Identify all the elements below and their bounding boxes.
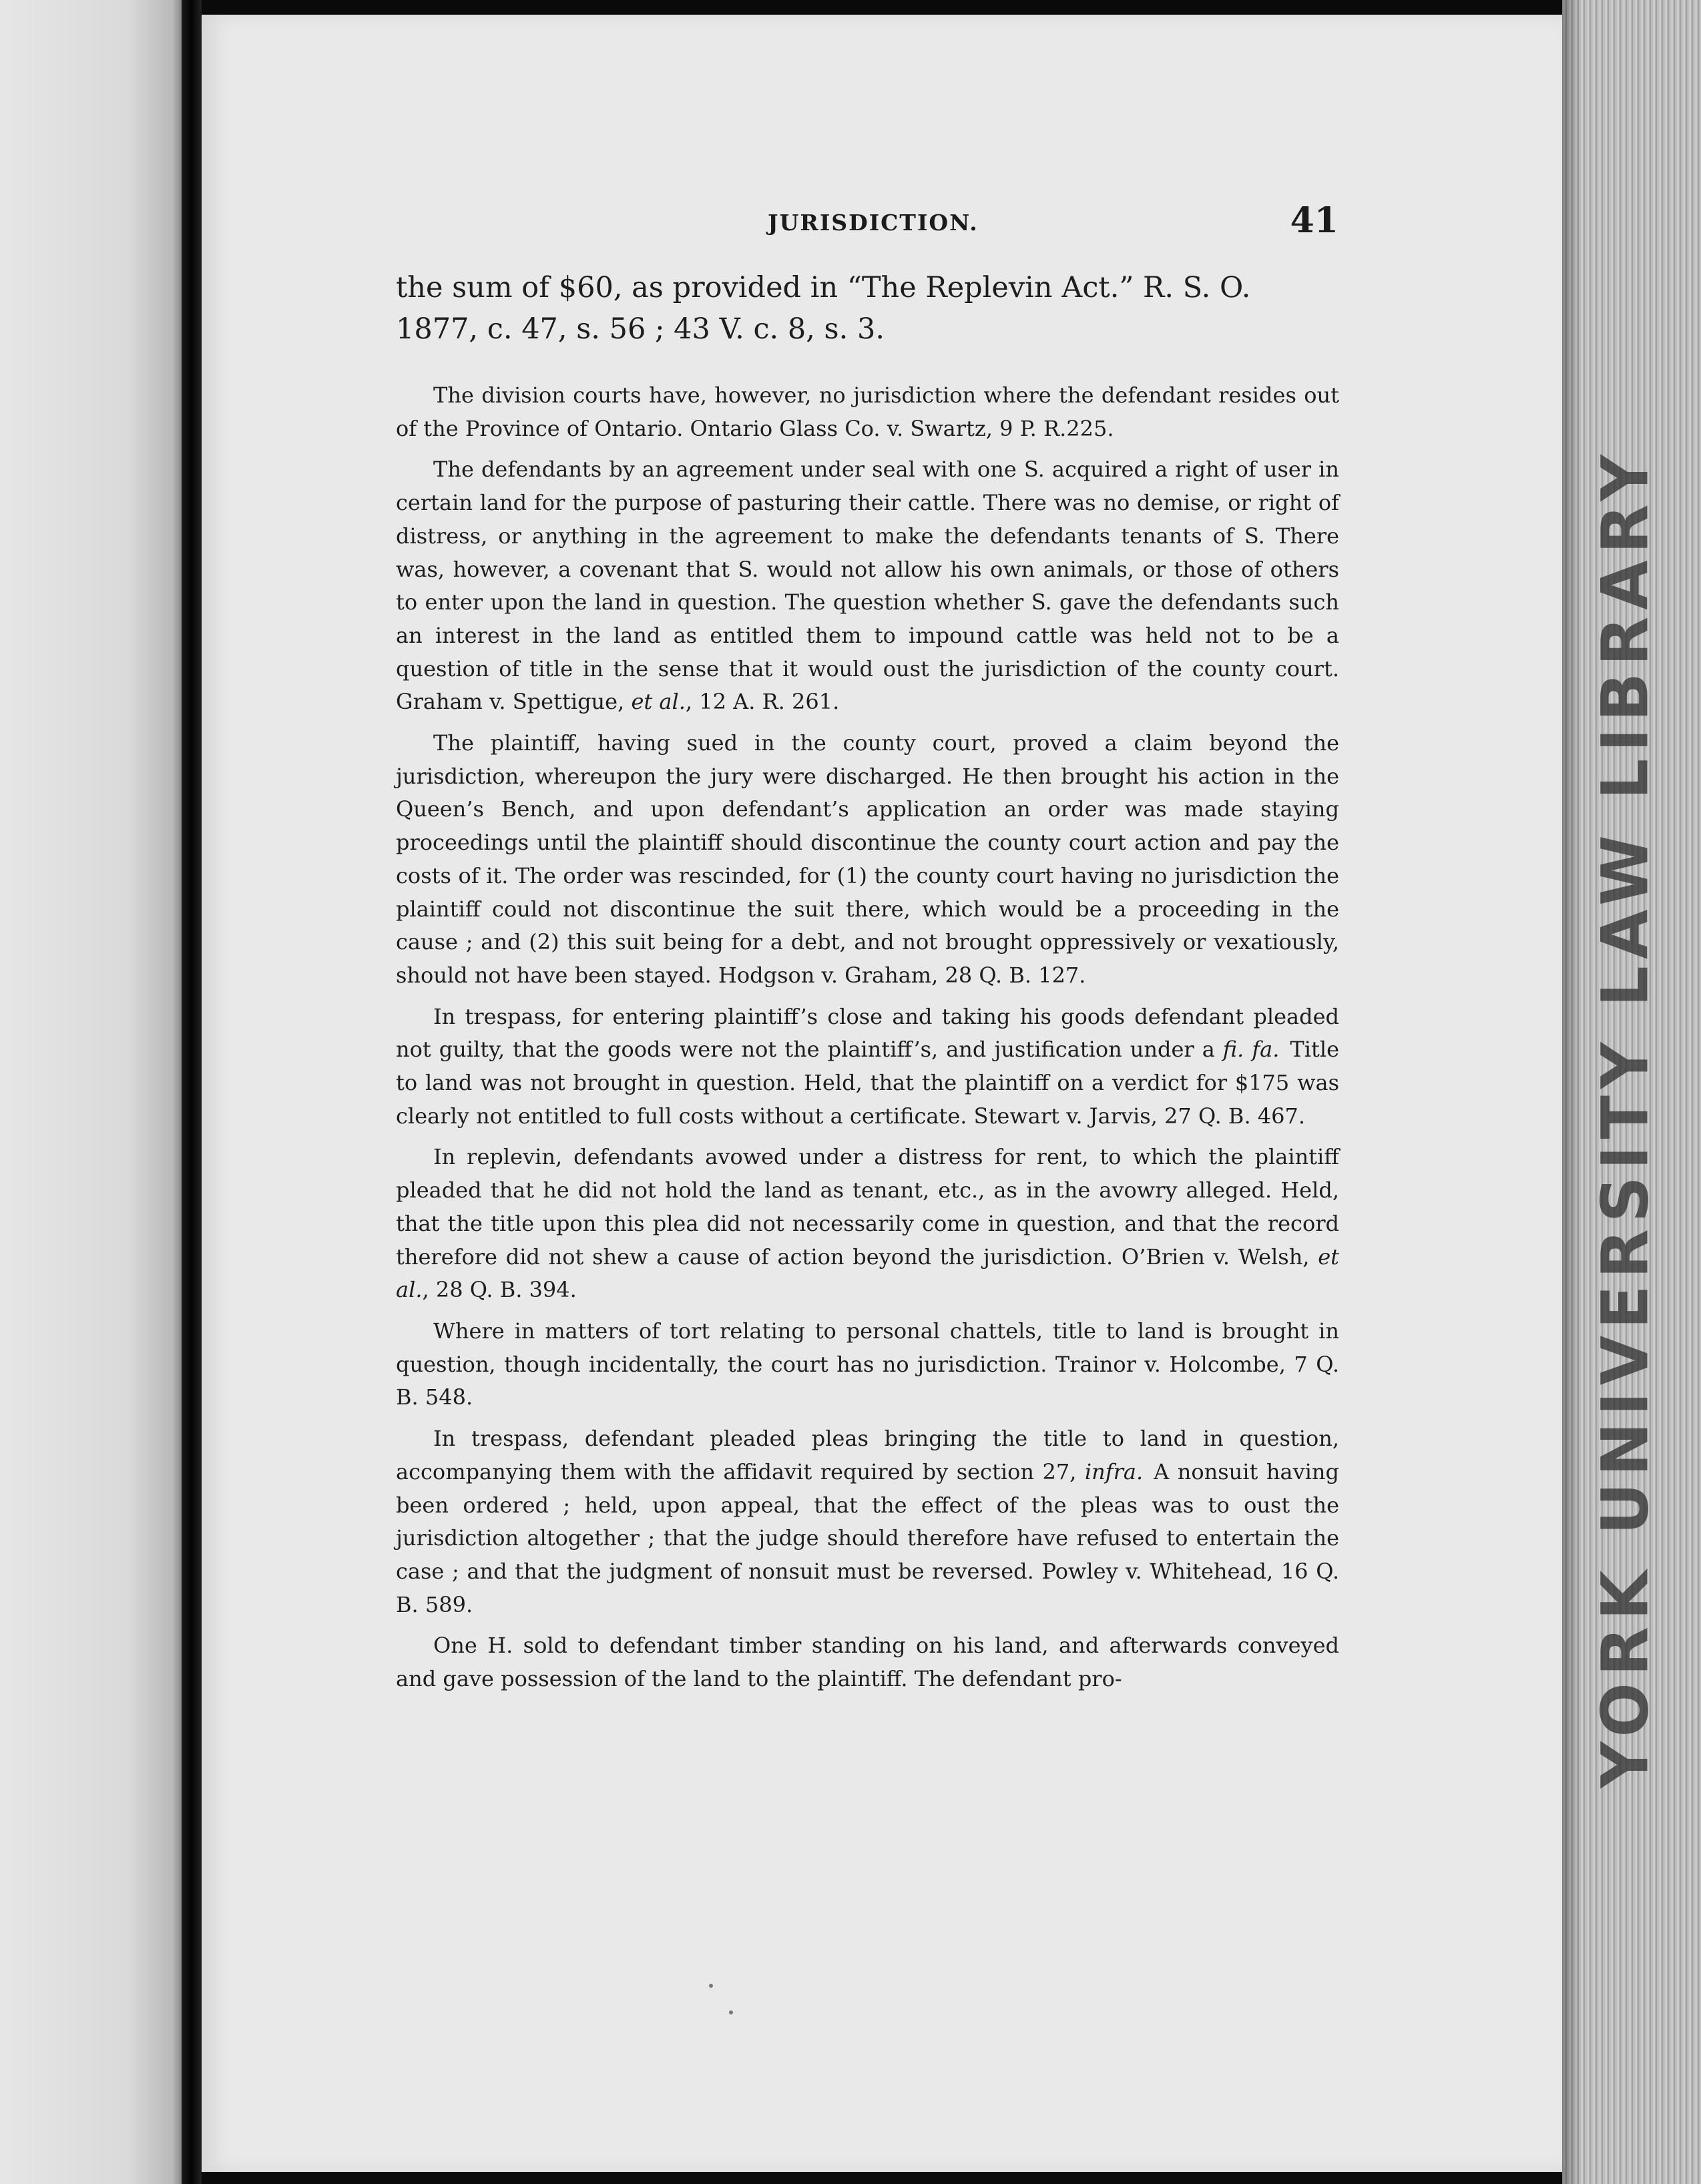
library-edge-stamp bbox=[1575, 167, 1676, 2069]
continued-line-2: 1877, c. 47, s. 56 ; 43 V. c. 8, s. 3. bbox=[396, 312, 885, 346]
running-head: JURISDICTION. bbox=[768, 210, 979, 236]
page-number: 41 bbox=[1290, 200, 1339, 241]
paragraph-timber-sale: One H. sold to defendant timber standing on his land, and afterwards conveyed and gave possession of the land to the plaintiff. The defendant pro- bbox=[396, 1633, 1339, 1692]
paragraph-powley-v-whitehead bbox=[396, 1422, 1339, 1621]
paragraph-text: , 28 Q. B. 394. bbox=[422, 1277, 577, 1303]
paragraph-stewart-v-jarvis bbox=[396, 1001, 1339, 1133]
paragraph-text: Title to land was not brought in question. Held, that the plaintiff on a verdict for $175 was clearly not entitled to full costs without a certificate. Stewart v. Jarvis, 27 Q. B. 467. bbox=[396, 1037, 1340, 1129]
paragraph-hodgson-v-graham: The plaintiff, having sued in the county court, proved a claim beyond the jurisdiction, whereupon the jury were discharged. He then brought his action in the Queen’s Bench, and upon defendant’s application an order was made staying proceedings until the plaintiff should discontinue the county court action and pay the costs of it. The order was rescinded, for (1) the county court having no jurisdiction the plaintiff could not discontinue the suit there, which would be a proceeding in the cause ; and (2) this suit being for a debt, and not brought oppressively or vexatiously, should not have been stayed. Hodgson v. Graham, 28 Q. B. 127. bbox=[396, 730, 1339, 988]
paragraph-text: A nonsuit having been ordered ; held, upon appeal, that the effect of the pleas was to oust the jurisdiction altogether ; that the judge should therefore have refused to entertain the case ; and that the judgment of nonsuit must be reversed. Powley v. Whitehead, 16 Q. B. 589. bbox=[396, 1458, 1340, 1617]
book-gutter bbox=[182, 0, 202, 2184]
italic-citation: infra. bbox=[1084, 1458, 1144, 1484]
paragraph-trainor-v-holcombe: Where in matters of tort relating to personal chattels, title to land is brought in question, though incidentally, the court has no jurisdiction. Trainor v. Holcombe, 7 Q. B. 548. bbox=[396, 1318, 1339, 1410]
italic-citation: fi. fa. bbox=[1222, 1037, 1280, 1063]
italic-citation: et al. bbox=[396, 1244, 1340, 1303]
paragraph-graham-v-spettigue bbox=[396, 453, 1339, 719]
paragraph-text: In trespass, defendant pleaded pleas bringing the title to land in question, accompanying them with the affidavit required by section 27, bbox=[396, 1426, 1339, 1484]
paragraph-text: The defendants by an agreement under seal with one S. acquired a right of user in certain land for the purpose of pasturing their cattle. There was no demise, or right of distress, or anything in the agreement to make the defendants tenants of S. There was, however, a covenant that S. would not allow his own animals, or those of others to enter upon the land in question. The question whether S. gave the defendants such an interest in the land as entitled them to impound cattle was held not to be a question of title in the sense that it would oust the jurisdiction of the county court. Graham v. Spettigue, bbox=[396, 457, 1339, 715]
continued-line-1: the sum of $60, as provided in “The Replevin Act.” R. S. O. bbox=[396, 271, 1251, 304]
paragraph-text: In trespass, for entering plaintiff’s close and taking his goods defendant pleaded not guilty, that the goods were not the plaintiff’s, and justification under a bbox=[396, 1003, 1339, 1063]
italic-citation: et al. bbox=[631, 689, 686, 715]
paragraph-obrien-v-welsh bbox=[396, 1141, 1339, 1307]
body-text bbox=[396, 267, 1339, 1704]
previous-page-margin bbox=[0, 0, 182, 2184]
paragraph-division-courts: The division courts have, however, no jurisdiction where the defendant resides out of the Province of Ontario. Ontario Glass Co. v. Swartz, 9 P. R.225. bbox=[396, 382, 1339, 441]
continued-paragraph bbox=[396, 267, 1339, 350]
paragraph-text: , 12 A. R. 261. bbox=[685, 689, 840, 715]
paragraph-text: In replevin, defendants avowed under a distress for rent, to which the plaintiff pleaded that he did not hold the land as tenant, etc., as in the avowry alleged. Held, that the title upon this plea did not necessarily come in question, and that the record therefore did not shew a cause of action beyond the jurisdiction. O’Brien v. Welsh, bbox=[396, 1144, 1339, 1270]
page-header bbox=[397, 200, 1339, 254]
library-stamp-text: YORK UNIVERSITY LAW LIBRARY bbox=[1588, 448, 1663, 1788]
